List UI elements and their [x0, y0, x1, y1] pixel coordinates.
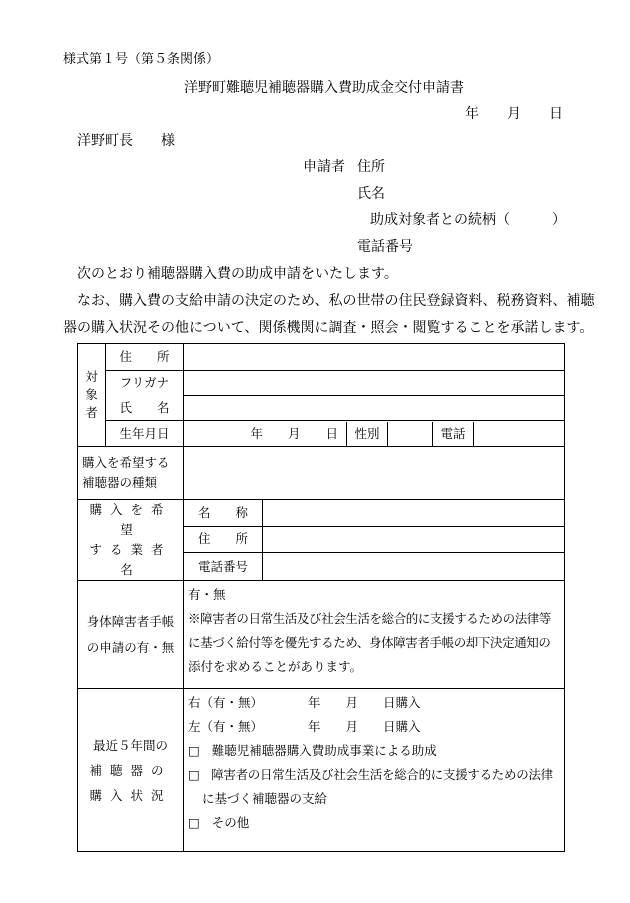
- disability-note-line1: ※障害者の日常生活及び社会生活を総合的に支援するための法律等: [188, 611, 552, 626]
- option-support-act[interactable]: □ 障害者の日常生活及び社会生活を総合的に支援するための法律: [188, 767, 553, 782]
- vendor-name-label: 名 称: [184, 500, 263, 527]
- subject-furigana-label: フリガナ: [106, 371, 184, 396]
- addressee: 洋野町長 様: [77, 133, 175, 149]
- gender-field[interactable]: [387, 422, 432, 446]
- birthdate-field[interactable]: 年 月 日: [250, 425, 338, 441]
- disability-note-line2: に基づく給付等を優先するため、身体障害者手帳の却下決定通知の: [188, 635, 551, 650]
- device-type-label: 購入を希望する 補聴器の種類: [78, 447, 184, 500]
- option-support-act-cont: に基づく補聴器の支給: [202, 791, 328, 806]
- subject-birth-row: [184, 421, 565, 447]
- relation-label: 助成対象者との続柄（ ）: [370, 212, 566, 228]
- applicant-label: 申請者: [303, 159, 345, 175]
- left-ear-row[interactable]: 左（有・無） 年 月 日購入: [188, 719, 421, 734]
- device-type-field[interactable]: [184, 447, 565, 500]
- checkbox-icon[interactable]: □: [188, 743, 200, 758]
- subject-name-label: 氏 名: [106, 396, 184, 421]
- disability-label: 身体障害者手帳 の申請の有・無: [78, 581, 184, 689]
- applicant-address-label: 住所: [357, 159, 385, 175]
- vendor-label: 購入を希望 する業者名: [78, 500, 184, 581]
- subject-birthdate-label: 生年月日: [106, 421, 184, 447]
- option-other[interactable]: □ その他: [188, 815, 250, 830]
- subject-name-field[interactable]: [184, 396, 565, 421]
- document-title: 洋野町難聴児補聴器購入費助成金交付申請書: [184, 80, 464, 96]
- applicant-name-label: 氏名: [357, 186, 385, 202]
- right-ear-row[interactable]: 右（有・無） 年 月 日購入: [188, 695, 421, 710]
- application-form-table: [77, 343, 565, 852]
- disability-note-line3: 添付を求めることがあります。: [188, 659, 363, 674]
- gender-label: 性別: [346, 422, 387, 446]
- vendor-phone-label: 電話番号: [184, 553, 263, 581]
- vendor-phone-field[interactable]: [263, 553, 565, 581]
- history-field: [184, 689, 565, 852]
- phone-field[interactable]: [473, 422, 564, 446]
- vendor-address-field[interactable]: [263, 526, 565, 553]
- subject-address-label: 住 所: [106, 344, 184, 371]
- applicant-phone-label: 電話番号: [357, 239, 413, 255]
- vendor-name-field[interactable]: [263, 500, 565, 527]
- paragraph-request: 次のとおり補聴器購入費の助成申請をいたします。: [77, 266, 398, 282]
- checkbox-icon[interactable]: □: [188, 767, 200, 782]
- option-subsidy[interactable]: □ 難聴児補聴器購入費助成事業による助成: [188, 743, 437, 758]
- date-line: 年 月 日: [465, 106, 563, 122]
- paragraph-consent-line2: 器の購入状況その他について、関係機関に調査・照会・閲覧することを承諾します。: [63, 320, 594, 336]
- form-number: 様式第１号（第５条関係）: [63, 52, 220, 67]
- history-label: 最近５年間の 補聴器の 購入状況: [78, 689, 184, 852]
- disability-field: [184, 581, 565, 689]
- disability-choice[interactable]: 有・無: [188, 587, 226, 602]
- checkbox-icon[interactable]: □: [188, 815, 200, 830]
- subject-address-field[interactable]: [184, 344, 565, 371]
- subject-furigana-field[interactable]: [184, 371, 565, 396]
- phone-label: 電話: [432, 422, 473, 446]
- subject-header: 対 象 者: [78, 344, 106, 447]
- paragraph-consent-line1: なお、購入費の支給申請の決定のため、私の世帯の住民登録資料、税務資料、補聴: [77, 293, 595, 309]
- vendor-address-label: 住 所: [184, 526, 263, 553]
